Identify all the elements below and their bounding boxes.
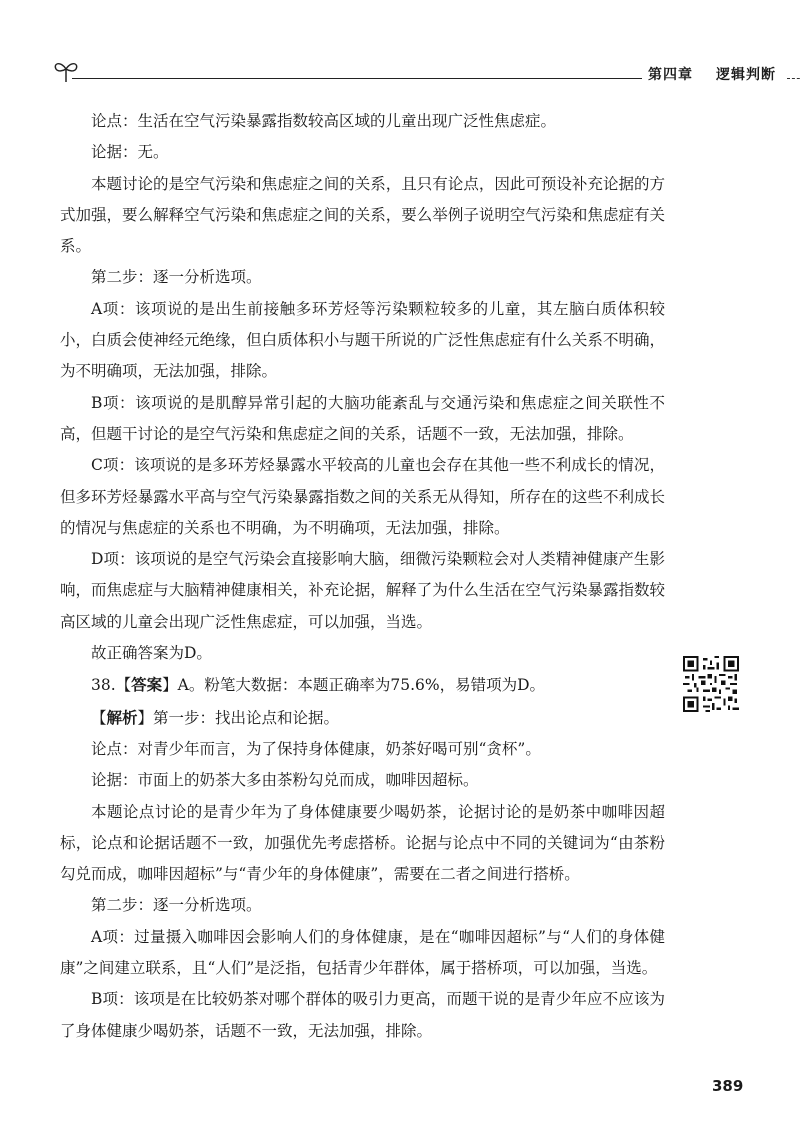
paragraph: 故正确答案为D。 xyxy=(91,644,212,663)
header-tail-rule xyxy=(787,78,800,79)
paragraph: 论据：无。 xyxy=(91,143,169,162)
paragraph: 本题论点讨论的是青少年为了身体健康要少喝奶茶，论据讨论的是奶茶中咖啡因超标，论点和论据话题不一致，加强优先考虑搭桥。论据与论点中不同的关键词为“由茶粉勾兑而成，咖啡因超标”与“青少年的身体健康”，需要在二者之间进行搭桥。 xyxy=(60,802,665,884)
paragraph: A项：过量摄入咖啡因会影响人们的身体健康，是在“咖啡因超标”与“人们的身体健康”之间建立联系，且“人们”是泛指，包括青少年群体，属于搭桥项，可以加强，当选。 xyxy=(60,927,665,978)
analysis-label: 解析 xyxy=(106,707,138,727)
analysis-bracket: 【 xyxy=(91,708,107,727)
chapter-label: 第四章 xyxy=(648,67,693,83)
paragraph: C项：该项说的是多环芳烃暴露水平较高的儿童也会存在其他一些不利成长的情况，但多环芳烃暴露水平高与空气污染暴露指数之间的关系无从得知，所存在的这些不利成长的情况与焦虑症的关系也不明确，为不明确项，无法加强，排除。 xyxy=(60,456,665,537)
paragraph: B项：该项说的是肌醇异常引起的大脑功能紊乱与交通污染和焦虑症之间关联性不高，但题干讨论的是空气污染和焦虑症之间的关系，话题不一致，无法加强，排除。 xyxy=(60,393,665,443)
analysis-line xyxy=(60,702,665,734)
analysis-text: 】第一步：找出论点和论据。 xyxy=(137,708,340,727)
answer-text: 】A。粉笔大数据：本题正确率为75.6%，易错项为D。 xyxy=(162,676,546,695)
qr-code-icon[interactable] xyxy=(683,656,739,712)
question-number: 38.【 xyxy=(91,676,132,695)
paragraph: 第二步：逐一分析选项。 xyxy=(91,268,262,287)
paragraph: 本题讨论的是空气污染和焦虑症之间的关系，且只有论点，因此可预设补充论据的方式加强，要么解释空气污染和焦虑症之间的关系，要么举例子说明空气污染和焦虑症有关系。 xyxy=(60,174,665,256)
paragraph: 第二步：逐一分析选项。 xyxy=(91,896,262,915)
chapter-title: 逻辑判断 xyxy=(716,67,776,83)
answer-line xyxy=(60,669,665,701)
answer-label: 答案 xyxy=(131,675,163,695)
paragraph: 论点：对青少年而言，为了保持身体健康，奶茶好喝可别“贪杯”。 xyxy=(91,739,541,758)
paragraph: D项：该项说的是空气污染会直接影响大脑，细微污染颗粒会对人类精神健康产生影响，而焦虑症与大脑精神健康相关，补充论据，解释了为什么生活在空气污染暴露指数较高区域的儿童会出现广泛性焦虑症，可以加强，当选。 xyxy=(60,550,665,631)
paragraph: B项：该项是在比较奶茶对哪个群体的吸引力更高，而题干说的是青少年应不应该为了身体健康少喝奶茶，话题不一致，无法加强，排除。 xyxy=(60,990,665,1040)
paragraph: 论点：生活在空气污染暴露指数较高区域的儿童出现广泛性焦虑症。 xyxy=(91,112,557,130)
page-number: 389 xyxy=(712,1077,744,1095)
sprout-icon xyxy=(52,58,80,84)
paragraph: A项：该项说的是出生前接触多环芳烃等污染颗粒较多的儿童，其左脑白质体积较小，白质会使神经元绝缘，但白质体积小与题干所说的广泛性焦虑症有什么关系不明确，为不明确项，无法加强，排除。 xyxy=(60,299,665,381)
page-body xyxy=(60,106,665,1047)
paragraph: 论据：市面上的奶茶大多由茶粉勾兑而成，咖啡因超标。 xyxy=(91,771,479,790)
header-rule xyxy=(72,78,642,79)
page-header xyxy=(52,58,787,88)
